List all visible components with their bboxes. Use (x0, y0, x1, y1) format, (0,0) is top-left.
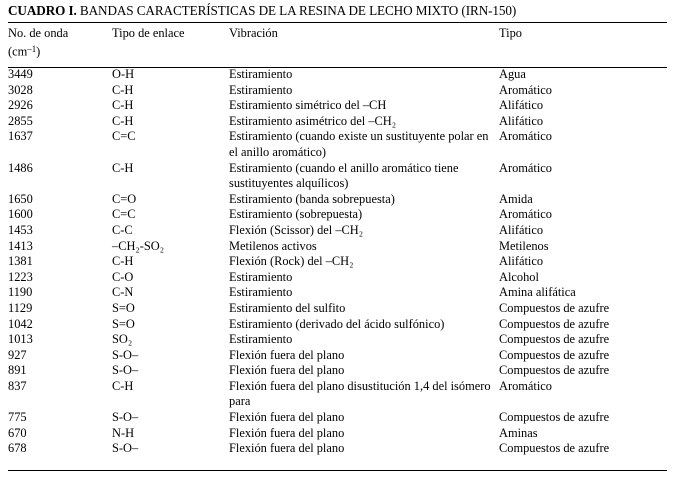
cell-type: Aromático (499, 378, 552, 393)
table-row (8, 192, 667, 208)
characteristic-bands-table (8, 26, 667, 457)
table-row (8, 67, 667, 83)
cell-vibration: Estiramiento (229, 285, 293, 300)
cell-bond: O-H (112, 67, 135, 81)
cell-bond: S=O (112, 316, 135, 331)
cell-vibration: Estiramiento (derivado del ácido sulfónico) (229, 316, 445, 331)
cell-type: Compuestos de azufre (499, 363, 610, 378)
cell-type: Amina alifática (499, 285, 576, 300)
table-row (8, 98, 667, 114)
cell-wavenumber: 1042 (8, 316, 33, 331)
cell-wavenumber: 1013 (8, 332, 33, 347)
cell-vibration: Flexión fuera del plano (229, 425, 345, 440)
table-row (8, 83, 667, 99)
cell-wavenumber: 837 (8, 378, 27, 393)
table-row (8, 254, 667, 270)
cell-wavenumber: 1486 (8, 160, 33, 175)
cell-type: Compuestos de azufre (499, 332, 610, 347)
cell-bond: S-O– (112, 410, 139, 425)
cell-wavenumber: 1129 (8, 300, 33, 315)
table-row (8, 379, 667, 410)
cell-type: Alifático (499, 222, 544, 237)
cell-wavenumber: 1600 (8, 207, 33, 222)
cell-type: Alifático (499, 98, 544, 113)
cell-type: Aromático (499, 160, 552, 175)
table-caption (8, 3, 668, 18)
table-row (8, 317, 667, 333)
cell-vibration: Estiramiento (sobrepuesta) (229, 207, 363, 222)
cell-type: Compuestos de azufre (499, 410, 610, 425)
cell-type: Aminas (499, 425, 538, 440)
table-row (8, 239, 667, 255)
table-row (8, 129, 667, 160)
table-header (8, 26, 667, 67)
cell-type: Agua (499, 67, 526, 81)
cell-wavenumber: 678 (8, 441, 27, 456)
cell-type: Alifático (499, 254, 544, 269)
cell-vibration: Estiramiento (banda sobrepuesta) (229, 191, 395, 206)
cell-vibration: Estiramiento (229, 82, 293, 97)
column-header-wavenumber (8, 26, 112, 67)
cell-type: Alcohol (499, 269, 539, 284)
cell-vibration: Flexión fuera del plano (229, 363, 345, 378)
cell-vibration: Estiramiento simétrico del –CH (229, 98, 387, 113)
cell-vibration: Flexión fuera del plano (229, 441, 345, 456)
cell-wavenumber: 891 (8, 363, 27, 378)
cell-vibration: Estiramiento (229, 67, 293, 81)
cell-bond: C-N (112, 285, 134, 300)
cell-vibration: Estiramiento asimétrico del –CH₂ (229, 113, 397, 128)
table-row (8, 270, 667, 286)
column-header-wavenumber-unit: $(cm^{-1})$ (8, 43, 41, 59)
cell-wavenumber: 3449 (8, 67, 33, 81)
table-row (8, 223, 667, 239)
caption-label: CUADRO I. (8, 3, 77, 18)
cell-type: Metilenos (499, 238, 549, 253)
table-row (8, 161, 667, 192)
cell-vibration: Flexión fuera del plano (229, 410, 345, 425)
cell-bond: C=O (112, 191, 137, 206)
cell-type: Amida (499, 191, 533, 206)
cell-wavenumber: 1223 (8, 269, 33, 284)
cell-type: Compuestos de azufre (499, 441, 610, 456)
table-row (8, 332, 667, 348)
cell-vibration: Flexión (Rock) del –CH₂ (229, 254, 354, 269)
cell-type: Aromático (499, 82, 552, 97)
cell-vibration: Estiramiento del sulfito (229, 300, 346, 315)
cell-wavenumber: 1381 (8, 254, 33, 269)
cell-bond: C-O (112, 269, 134, 284)
cell-bond: C-C (112, 222, 133, 237)
cell-vibration: Flexión fuera del plano (229, 347, 345, 362)
cell-bond: C-H (112, 98, 134, 113)
cell-bond: C-H (112, 160, 134, 175)
cell-vibration: Estiramiento (cuando el anillo aromático tiene sustituyentes alquílicos) (229, 160, 459, 191)
caption-text: BANDAS CARACTERÍSTICAS DE LA RESINA DE LECHO MIXTO (IRN-150) (76, 3, 517, 18)
cell-wavenumber: 1650 (8, 191, 33, 206)
cell-wavenumber: 1190 (8, 285, 33, 300)
cell-bond: S=O (112, 300, 135, 315)
cell-vibration: Estiramiento (cuando existe un sustituyente polar en el anillo aromático) (229, 129, 489, 159)
cell-bond: S-O– (112, 363, 139, 378)
cell-bond: N-H (112, 425, 135, 440)
cell-bond: SO₂ (112, 332, 133, 347)
cell-wavenumber: 1413 (8, 238, 33, 253)
cell-wavenumber: 670 (8, 425, 27, 440)
cell-wavenumber: 927 (8, 347, 27, 362)
cell-wavenumber: 3028 (8, 82, 33, 97)
table-row (8, 363, 667, 379)
cell-vibration: Estiramiento (229, 332, 293, 347)
cell-wavenumber: 1453 (8, 222, 33, 237)
column-header-vibration: Vibración (229, 26, 278, 40)
table-body (8, 67, 667, 457)
table-row (8, 410, 667, 426)
cell-bond: S-O– (112, 441, 139, 456)
column-header-type: Tipo (499, 26, 522, 40)
cell-wavenumber: 775 (8, 410, 27, 425)
cell-bond: C-H (112, 378, 134, 393)
cell-wavenumber: 2926 (8, 98, 33, 113)
cell-vibration: Estiramiento (229, 269, 293, 284)
cell-type: Compuestos de azufre (499, 316, 610, 331)
column-header-wavenumber-label: No. de onda (8, 26, 69, 40)
cell-bond: C=C (112, 129, 136, 144)
table-row (8, 207, 667, 223)
cell-type: Alifático (499, 113, 544, 128)
cell-vibration: Flexión fuera del plano disustitución 1,4 del isómero para (229, 378, 491, 409)
cell-bond: –CH₂-SO₂ (112, 238, 165, 253)
cell-wavenumber: 2855 (8, 113, 33, 128)
table-row (8, 348, 667, 364)
table-row (8, 441, 667, 457)
cell-vibration: Flexión (Scissor) del –CH₂ (229, 222, 364, 237)
cell-type: Compuestos de azufre (499, 347, 610, 362)
table-row (8, 426, 667, 442)
cell-bond: C-H (112, 113, 134, 128)
table-row (8, 301, 667, 317)
cell-wavenumber: 1637 (8, 129, 33, 144)
cell-bond: S-O– (112, 347, 139, 362)
cell-bond: C-H (112, 254, 134, 269)
cell-type: Aromático (499, 207, 552, 222)
table-row (8, 114, 667, 130)
cell-vibration: Metilenos activos (229, 238, 317, 253)
table-bottom-rule (8, 470, 667, 471)
column-header-bond: Tipo de enlace (112, 26, 185, 40)
table-header-row (8, 26, 667, 67)
table-top-rule (8, 22, 667, 23)
cell-bond: C-H (112, 82, 134, 97)
cell-type: Aromático (499, 129, 552, 144)
cell-type: Compuestos de azufre (499, 300, 610, 315)
table-row (8, 285, 667, 301)
cell-bond: C=C (112, 207, 136, 222)
